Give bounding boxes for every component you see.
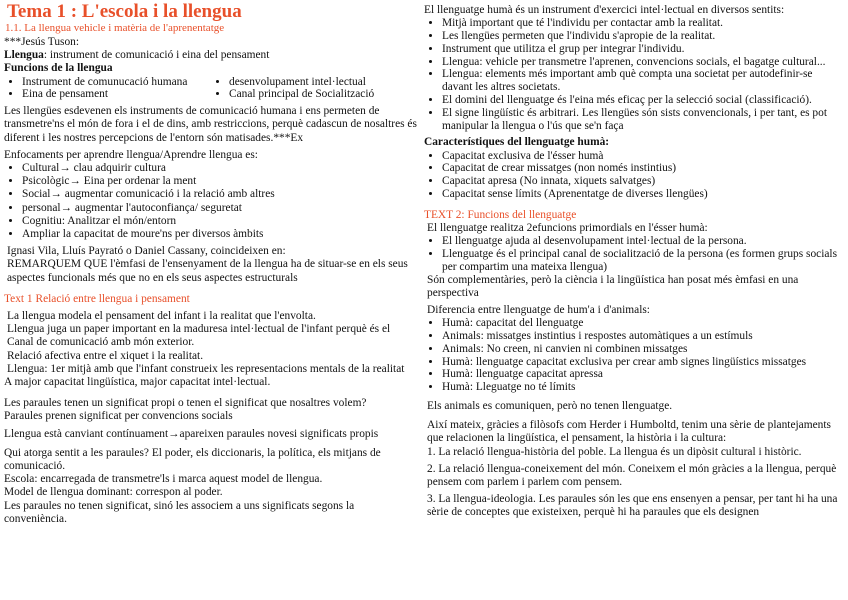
text1-line: Relació afectiva entre el xiquet i la realitat. <box>7 349 204 362</box>
animals-note: Els animals es comuniquen, però no tenen llenguatge. <box>427 399 673 412</box>
text1-line: La llengua modela el pensament del infant i la realitat que l'envolta. <box>7 310 316 323</box>
differences-list <box>424 317 844 394</box>
functions-list <box>4 76 418 102</box>
definition-text: : instrument de comunicació i eina del pensament <box>43 49 270 62</box>
list-item: • Llengua: vehicle per transmetre l'aprenen, convencions socials, el bagatge cultural... <box>442 56 844 69</box>
list-item: • Psicològic→ Eina per ordenar la ment <box>22 175 418 188</box>
list-item: 2. La relació llengua-coneixement del món. Coneixem el món gràcies a la llengua, perquè pensem com parlem i parlem com pensem. <box>427 462 837 488</box>
characteristics-list <box>424 150 844 201</box>
section-subtitle: 1.1. La llengua vehicle i matèria de l'aprenentatge <box>5 22 225 34</box>
answer-line: Model de llengua dominant: correspon al poder. <box>4 486 223 499</box>
authors-line: Ignasi Vila, Lluís Payrató o Daniel Cassany, coincideixen en: <box>7 245 286 258</box>
functions-list-col1 <box>4 76 211 102</box>
answer-line: Les paraules no tenen significat, sinó les associem a uns significats segons la conveniència. <box>4 499 355 525</box>
list-item: 1. La relació llengua-història del poble. La llengua és un dipòsit cultural i històric. <box>427 445 802 458</box>
approaches-intro: Enfocaments per aprendre llengua/Aprendre llengua es: <box>4 148 258 161</box>
senses-list <box>424 17 844 132</box>
complementary-note: Són complementàries, però la ciència i la lingüística han posat més èmfasi en una perspectiva <box>427 273 799 299</box>
question: Qui atorga sentit a les paraules? El poder, els diccionaris, la política, els mitjans de comunicació. <box>4 446 381 473</box>
author-line: ***Jesús Tuson: <box>4 36 80 48</box>
list-item: • El signe lingüístic és arbitrari. Les llengües són sists convencionals, i per tant, es pot manipular la llengua o l'ús que se'n faça <box>442 107 844 133</box>
right-column <box>424 4 844 520</box>
list-item: • Cultural→ clau adquirir cultura <box>22 162 418 175</box>
answer-line: Paraules prenen significat per convencions socials <box>4 410 233 423</box>
list-item: • Cognitiu: Analitzar el món/entorn <box>22 215 418 228</box>
list-item: • Instrument de comunucació humana <box>22 76 211 89</box>
list-item: • Capacitat exclusiva de l'ésser humà <box>442 150 844 163</box>
definition <box>4 49 418 62</box>
list-item: • Llengua: elements més important amb què compta una societat per autodefinir-se davant les altres societats. <box>442 68 844 94</box>
functions-heading: Funcions de la llengua <box>4 62 113 75</box>
approaches-list <box>4 162 418 241</box>
list-item: • Llenguatge és el principal canal de socialització de la persona (es formen grups socials per compartim una mateixa llengua) <box>442 248 844 274</box>
text1-line: Llengua juga un paper important en la maduresa intel·lectual de l'infant perquè és el Canal de comunicació amb món exterior. <box>7 323 391 349</box>
differences-intro: Diferencia entre llenguatge de hum'a i d'animals: <box>427 303 650 316</box>
left-column <box>4 0 418 526</box>
text1-heading: Text 1 Relació entre llengua i pensament <box>4 292 190 305</box>
text1-conclusion: A major capacitat lingüística, major capacitat intel·lectual. <box>4 376 271 389</box>
list-item: • Humà: Lleguatge no té límits <box>442 381 844 394</box>
page-title: Tema 1 : L'escola i la llengua <box>7 1 242 22</box>
answer-line: Llengua està canviant contínuament→apareixen paraules novesi significats propis <box>4 427 379 440</box>
text2-intro: El llenguatge realitza 2efuncions primordials en l'ésser humà: <box>427 221 708 234</box>
list-item: • Social→ augmentar comunicació i la relació amb altres <box>22 188 418 201</box>
numbered-list <box>424 446 844 520</box>
list-item: • El domini del llenguatge és l'eina més eficaç per la selecció social (classificació). <box>442 94 844 107</box>
definition-term: Llengua <box>4 49 44 62</box>
answer-line: Escola: encarregada de transmetre'ls i marca aquest model de llengua. <box>4 473 323 486</box>
herder-paragraph: Així mateix, gràcies a filòsofs com Herder i Humboltd, tenim una sèrie de plantejaments que relacionen la lingüística, el pensament, la història i la cultura: <box>427 419 831 445</box>
list-item: • Animals: missatges instintius i respostes automàtiques a un estímuls <box>442 330 844 343</box>
list-item: • desenvolupament intel·lectual <box>229 76 418 89</box>
text2-heading: TEXT 2: Funcions del llenguatge <box>424 208 577 221</box>
question: Les paraules tenen un significat propi o tenen el significat que nosaltres volem? <box>4 397 367 410</box>
characteristics-heading: Característiques del llenguatge humà: <box>424 136 610 149</box>
right-intro: El llenguatge humà és un instrument d'exercici intel·lectual en diversos sentits: <box>424 4 785 16</box>
list-item: • Instrument que utilitza el grup per integrar l'individu. <box>442 43 844 56</box>
list-item: • Humà: capacitat del llenguatge <box>442 317 844 330</box>
list-item: • Animals: No creen, ni canvien ni combinen missatges <box>442 343 844 356</box>
text1-line: Llengua: 1er mitjà amb que l'infant construeix les representacions mentals de la realitat <box>7 362 405 375</box>
list-item: • Canal principal de Socialització <box>229 88 418 101</box>
text2-functions-list <box>424 235 844 273</box>
remark: REMARQUEM QUE l'èmfasi de l'ensenyament de la llengua ha de situar-se en els seus aspectes funcionals més que no en els seus aspectes estructurals <box>7 258 408 284</box>
list-item: • El llenguatge ajuda al desenvolupament intel·lectual de la persona. <box>442 235 844 248</box>
paragraph: Les llengües esdevenen els instruments de comunicació humana i ens permeten de transmetre'ns el món de fora i el de dins, amb restriccions, perquè cadascun de nosaltres és diferent i les nostres percepcions de l'entorn són matisades.***Ex <box>4 105 417 144</box>
list-item: • Capacitat de crear missatges (non només instintius) <box>442 162 844 175</box>
list-item: • Capacitat apresa (No innata, xiquets salvatges) <box>442 175 844 188</box>
list-item: 3. La llengua-ideologia. Les paraules són les que ens ensenyen a pensar, per tant hi ha una sèrie de conceptes que existeixen, perquè hi ha paraules que els designen <box>427 493 838 519</box>
list-item: • Capacitat sense límits (Aprenentatge de diverses llengües) <box>442 188 844 201</box>
list-item: • Eina de pensament <box>22 88 211 101</box>
functions-list-col2 <box>211 76 418 102</box>
list-item: • Humà: llenguatge capacitat apressa <box>442 368 844 381</box>
list-item: • Les llengües permeten que l'individu s'apropie de la realitat. <box>442 30 844 43</box>
list-item: • personal→ augmentar l'autoconfiança/ seguretat <box>22 202 418 215</box>
list-item: • Mitjà important que té l'individu per contactar amb la realitat. <box>442 17 844 30</box>
list-item: • Ampliar la capacitat de moure'ns per diversos àmbits <box>22 228 418 241</box>
list-item: • Humà: llenguatge capacitat exclusiva per crear amb signes lingüístics missatges <box>442 356 844 369</box>
